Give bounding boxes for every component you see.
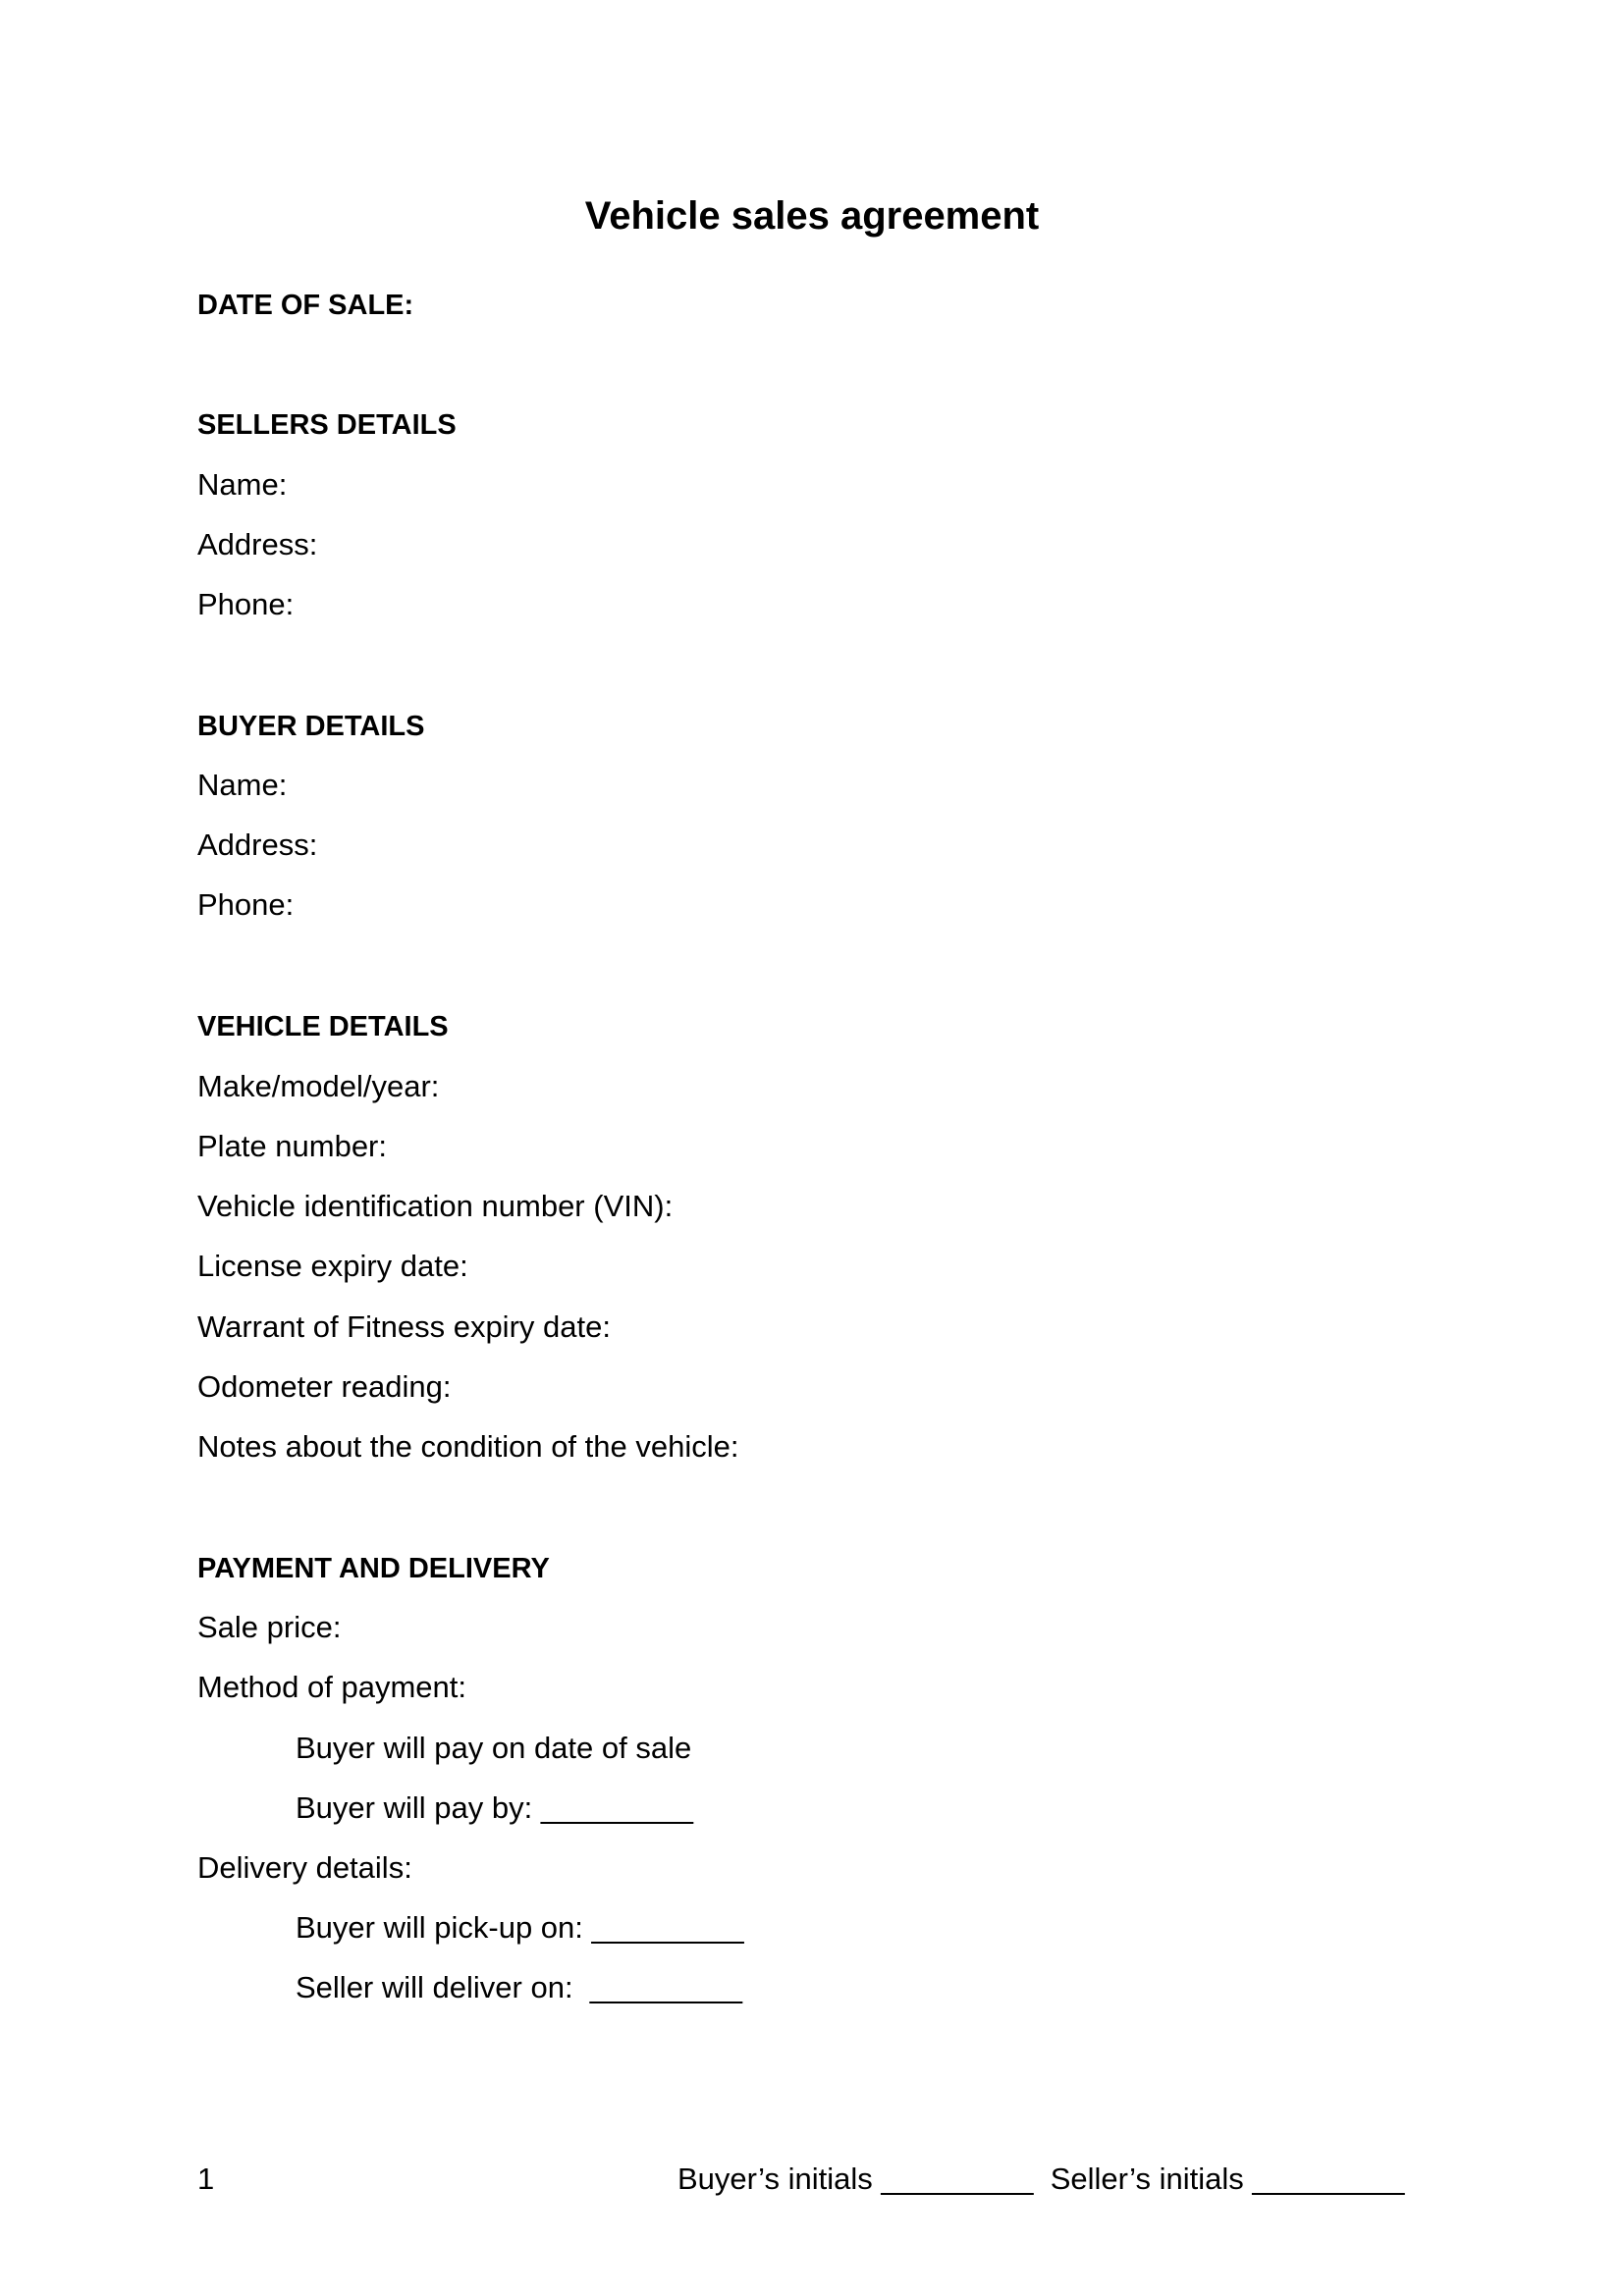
wof-expiry-label: Warrant of Fitness expiry date: xyxy=(197,1309,611,1344)
delivery-details-label: Delivery details: xyxy=(197,1850,412,1885)
deliver-option: Seller will deliver on: _________ xyxy=(296,1970,742,2004)
seller-address-label: Address: xyxy=(197,527,318,561)
vehicle-heading: VEHICLE DETAILS xyxy=(197,1011,449,1042)
condition-notes-label: Notes about the condition of the vehicle: xyxy=(197,1429,739,1464)
sellers-heading: SELLERS DETAILS xyxy=(197,409,457,441)
initials-line: Buyer’s initials _________ Seller’s initials _________ xyxy=(677,2162,1405,2196)
seller-phone-label: Phone: xyxy=(197,587,295,621)
pick-up-option: Buyer will pick-up on: _________ xyxy=(296,1910,744,1945)
buyer-name-label: Name: xyxy=(197,768,288,802)
vin-label: Vehicle identification number (VIN): xyxy=(197,1189,674,1223)
sale-price-label: Sale price: xyxy=(197,1610,342,1644)
method-of-payment-label: Method of payment: xyxy=(197,1670,466,1704)
plate-number-label: Plate number: xyxy=(197,1129,387,1163)
buyer-phone-label: Phone: xyxy=(197,887,295,922)
odometer-label: Odometer reading: xyxy=(197,1369,452,1404)
page-title: Vehicle sales agreement xyxy=(584,194,1040,238)
make-model-year-label: Make/model/year: xyxy=(197,1069,440,1103)
buyer-heading: BUYER DETAILS xyxy=(197,711,425,742)
date-of-sale-label: DATE OF SALE: xyxy=(197,290,414,321)
page-number: 1 xyxy=(197,2162,215,2196)
license-expiry-label: License expiry date: xyxy=(197,1249,468,1283)
pay-by-option: Buyer will pay by: _________ xyxy=(296,1790,693,1825)
buyer-address-label: Address: xyxy=(197,828,318,862)
pay-on-date-option: Buyer will pay on date of sale xyxy=(296,1731,692,1765)
payment-heading: PAYMENT AND DELIVERY xyxy=(197,1553,550,1584)
seller-name-label: Name: xyxy=(197,467,288,502)
